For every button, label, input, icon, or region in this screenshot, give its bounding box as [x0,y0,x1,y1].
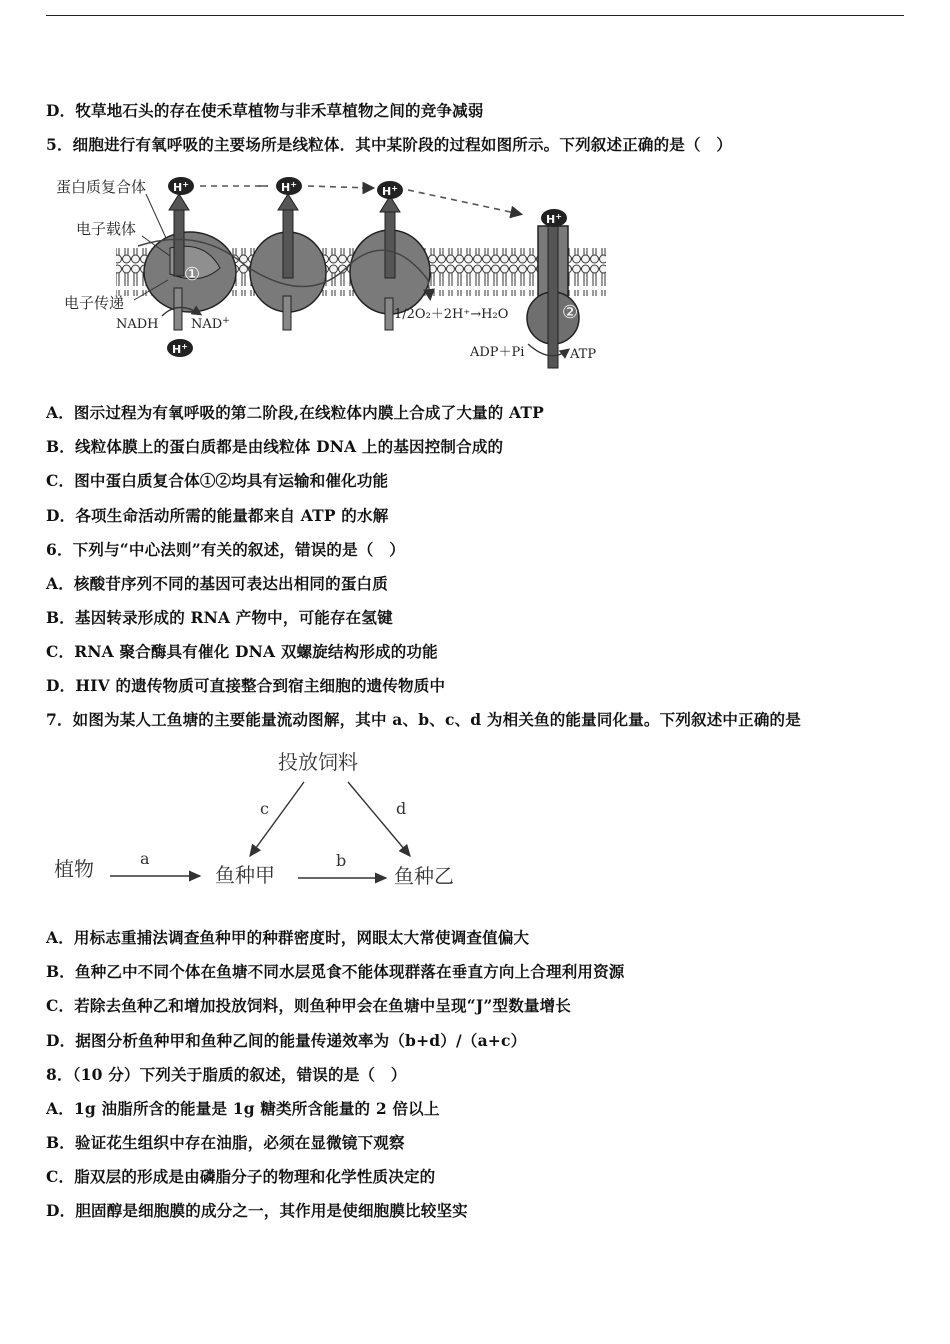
q6-option-c: C．RNA 聚合酶具有催化 DNA 双螺旋结构形成的功能 [46,642,438,661]
q5-option-a: A．图示过程为有氧呼吸的第二阶段,在线粒体内膜上合成了大量的 ATP [46,403,544,422]
q6-option-b: B．基因转录形成的 RNA 产物中，可能存在氢键 [46,608,393,627]
svg-text:H+: H+ [173,180,189,194]
q5-option-c: C．图中蛋白质复合体①②均具有运输和催化功能 [46,471,389,490]
q6-option-d: D．HIV 的遗传物质可直接整合到宿主细胞的遗传物质中 [46,676,446,695]
edge-d-label: d [396,799,407,818]
edge-d-arrow [348,782,410,856]
svg-text:H+: H+ [382,184,398,198]
node-plant: 植物 [54,857,94,881]
q8-option-a: A．1g 油脂所含的能量是 1g 糖类所含能量的 2 倍以上 [46,1099,440,1118]
hplus-badge [167,339,193,357]
q5-option-d: D．各项生命活动所需的能量都来自 ATP 的水解 [46,506,389,525]
edge-c-label: c [260,799,269,818]
q7-option-a: A．用标志重捕法调查鱼种甲的种群密度时，网眼太大常使调查值偏大 [46,928,530,947]
edge-b-label: b [336,851,347,870]
q5-stem: 5．细胞进行有氧呼吸的主要场所是线粒体．其中某阶段的过程如图所示。下列叙述正确的是（ ） [46,135,733,154]
q6-option-a: A．核酸苷序列不同的基因可表达出相同的蛋白质 [46,574,388,593]
hplus-badge [377,181,403,199]
edge-c-arrow [250,782,304,856]
node-fish-a: 鱼种甲 [215,863,275,887]
energy-flow-figure [50,742,480,892]
svg-text:H+: H+ [546,212,562,226]
q8-stem: 8．（10 分）下列关于脂质的叙述，错误的是（ ） [46,1065,407,1084]
q7-option-d: D．据图分析鱼种甲和鱼种乙间的能量传递效率为（b+d）/（a+c） [46,1031,527,1050]
q8-option-b: B．验证花生组织中存在油脂，必须在显微镜下观察 [46,1133,405,1152]
adp-pi-label: ADP＋Pi [470,345,525,360]
label-electron-transfer: 电子传递 [64,294,125,312]
edge-a-label: a [140,849,150,868]
q8-option-d: D．胆固醇是细胞膜的成分之一，其作用是使细胞膜比较坚实 [46,1201,468,1220]
label-protein-complex: 蛋白质复合体 [56,178,147,196]
svg-text:H+: H+ [281,180,297,194]
hplus-badge [168,177,194,195]
svg-text:H+: H+ [172,342,188,356]
membrane-figure [50,168,610,373]
circle-2-label: ② [562,302,579,323]
q7-option-b: B．鱼种乙中不同个体在鱼塘不同水层觅食不能体现群落在垂直方向上合理利用资源 [46,962,625,981]
q4-option-d: D．牧草地石头的存在使禾草植物与非禾草植物之间的竞争减弱 [46,101,484,120]
hplus-badge [541,209,567,227]
q6-stem: 6．下列与“中心法则”有关的叙述，错误的是（ ） [46,540,405,559]
nadh-label: NADH [116,317,159,332]
q7-stem: 7．如图为某人工鱼塘的主要能量流动图解，其中 a、b、c、d 为相关鱼的能量同化量。下列叙述中正确的是 [46,710,801,729]
label-electron-carrier: 电子载体 [76,220,137,238]
node-fish-b: 鱼种乙 [394,864,454,888]
header-rule [46,15,904,16]
water-equation: 1/2O₂＋2H⁺→H₂O [394,307,509,322]
proton-flow-arrow [200,186,520,214]
atp-label: ATP [570,347,597,362]
q8-option-c: C．脂双层的形成是由磷脂分子的物理和化学性质决定的 [46,1167,436,1186]
circle-1-label: ① [184,264,201,285]
hplus-badge [276,177,302,195]
node-feed: 投放饲料 [278,750,358,774]
q7-option-c: C．若除去鱼种乙和增加投放饲料，则鱼种甲会在鱼塘中呈现“J”型数量增长 [46,996,572,1015]
q5-option-b: B．线粒体膜上的蛋白质都是由线粒体 DNA 上的基因控制合成的 [46,437,504,456]
nad-label: NAD+ [191,316,230,332]
